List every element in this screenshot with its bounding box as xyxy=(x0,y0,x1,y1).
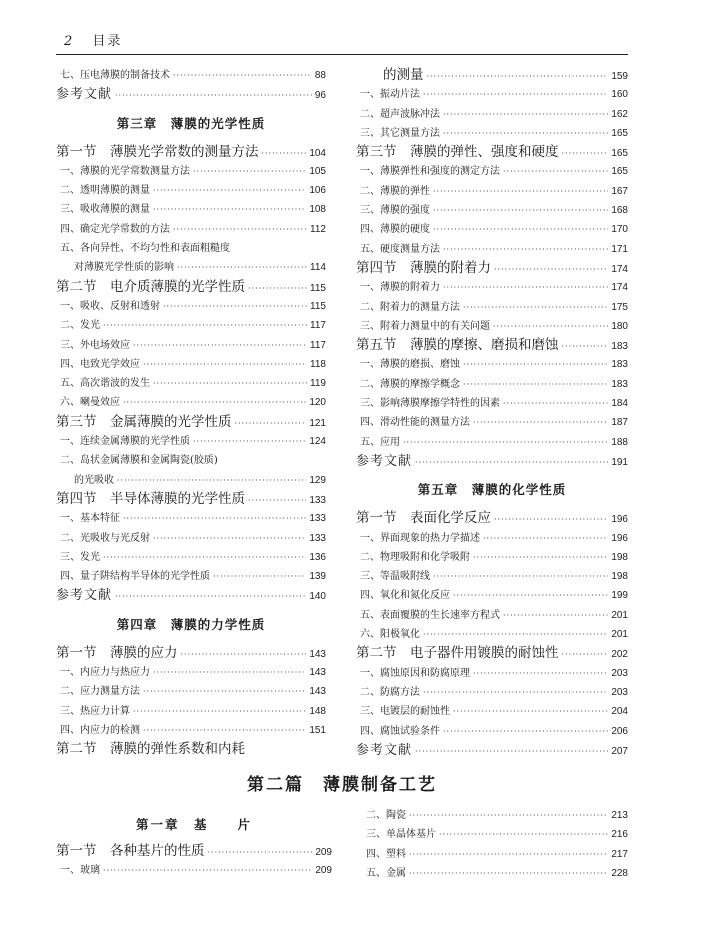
toc-entry[interactable] xyxy=(356,606,628,625)
toc-entry-page: 183 xyxy=(611,378,628,390)
toc-entry-title: 一、腐蚀原因和防腐原理 xyxy=(360,667,470,679)
dot-leader xyxy=(443,105,608,124)
dot-leader xyxy=(503,162,608,181)
toc-entry-title: 四、腐蚀试验条件 xyxy=(360,725,440,737)
toc-entry-page: 140 xyxy=(309,591,326,603)
toc-entry-title: 第二节 电子器件用镀膜的耐蚀性 xyxy=(356,645,559,662)
toc-entry[interactable] xyxy=(356,375,628,394)
dot-leader xyxy=(562,144,609,162)
toc-entry-title: 四、塑料 xyxy=(366,848,406,860)
dot-leader xyxy=(433,220,608,239)
toc-entry-page: 203 xyxy=(611,667,628,679)
toc-entry[interactable] xyxy=(356,278,628,297)
dot-leader xyxy=(443,278,608,297)
dot-leader xyxy=(439,825,608,844)
toc-entry-page: 143 xyxy=(309,686,326,698)
toc-left-column xyxy=(56,66,326,760)
toc-entry-title: 四、滑动性能的测量方法 xyxy=(360,417,470,429)
toc-entry-page: 162 xyxy=(611,108,628,120)
toc-entry-page: 183 xyxy=(611,359,628,371)
toc-entry[interactable] xyxy=(356,240,628,259)
toc-entry[interactable] xyxy=(56,374,326,393)
toc-entry[interactable] xyxy=(356,567,628,586)
dot-leader xyxy=(193,162,306,181)
toc-entry-title: 二、岛状金属薄膜和金属陶瓷(胶质) xyxy=(60,455,218,467)
dot-leader xyxy=(133,336,307,355)
toc-part-right-column xyxy=(362,806,628,883)
dot-leader xyxy=(153,374,307,393)
dot-leader xyxy=(433,182,608,201)
toc-entry-title: 三、等温吸附线 xyxy=(360,571,430,583)
toc-entry-title: 第二节 电介质薄膜的光学性质 xyxy=(56,278,245,295)
dot-leader xyxy=(248,491,306,509)
toc-entry-page: 159 xyxy=(611,71,628,82)
toc-entry[interactable] xyxy=(356,85,628,104)
toc-entry-page: 188 xyxy=(611,436,628,448)
toc-entry-title: 二、薄膜的弹性 xyxy=(360,185,430,197)
dot-leader xyxy=(123,393,306,412)
dot-leader xyxy=(483,529,608,548)
dot-leader xyxy=(173,66,312,85)
toc-entry-title: 二、发光 xyxy=(60,320,100,332)
dot-leader xyxy=(409,845,608,864)
header-title: 目录 xyxy=(92,34,123,49)
toc-entry-page: 201 xyxy=(611,609,628,621)
toc-entry[interactable] xyxy=(356,741,628,760)
toc-entry[interactable] xyxy=(56,471,326,490)
toc-entry-title: 六、喇曼效应 xyxy=(60,397,120,409)
dot-leader xyxy=(463,355,608,374)
toc-entry-title: 一、玻璃 xyxy=(60,865,100,877)
toc-entry-title: 第四节 薄膜的附着力 xyxy=(356,259,491,276)
dot-leader xyxy=(103,861,312,880)
dot-leader xyxy=(433,201,608,220)
toc-entry-page: 209 xyxy=(315,847,332,858)
dot-leader xyxy=(193,432,306,451)
toc-entry-title: 参考文献 xyxy=(56,588,113,604)
toc-entry[interactable] xyxy=(356,201,628,220)
toc-entry-page: 174 xyxy=(611,282,628,294)
toc-entry-title: 三、薄膜的强度 xyxy=(360,205,430,217)
toc-entry-title: 五、金属 xyxy=(366,867,406,879)
toc-entry-page: 151 xyxy=(309,724,326,736)
toc-entry[interactable] xyxy=(362,845,628,864)
toc-entry-title: 第二节 薄膜的弹性系数和内耗 xyxy=(56,741,245,758)
dot-leader xyxy=(423,625,608,644)
toc-entry-title: 七、压电薄膜的制备技术 xyxy=(60,70,170,81)
chapter-heading: 第三章 薄膜的光学性质 xyxy=(116,115,266,131)
toc-entry-title: 对薄膜光学性质的影响 xyxy=(74,262,174,274)
toc-entry[interactable] xyxy=(356,317,628,336)
dot-leader xyxy=(103,316,307,335)
toc-entry[interactable] xyxy=(356,105,628,124)
toc-entry-title: 一、基本特征 xyxy=(60,513,120,525)
dot-leader xyxy=(443,240,608,259)
toc-entry[interactable] xyxy=(356,509,628,528)
toc-entry[interactable] xyxy=(56,278,326,297)
page-header xyxy=(64,30,122,49)
toc-entry-title: 二、透明薄膜的测量 xyxy=(60,185,150,197)
toc-entry[interactable] xyxy=(56,355,326,374)
dot-leader xyxy=(562,337,609,355)
toc-entry[interactable] xyxy=(56,451,326,470)
toc-entry[interactable] xyxy=(56,509,326,528)
toc-entry-title: 一、薄膜弹性和强度的测定方法 xyxy=(360,166,500,178)
dot-leader xyxy=(443,124,608,143)
toc-entry-page: 133 xyxy=(309,513,326,525)
toc-entry[interactable] xyxy=(56,682,326,701)
toc-entry-title: 一、薄膜的磨损、磨蚀 xyxy=(360,359,460,371)
dot-leader xyxy=(443,722,608,741)
toc-entry-page: 139 xyxy=(309,571,326,583)
toc-entry-page: 133 xyxy=(309,532,326,544)
dot-leader xyxy=(403,433,608,452)
toc-entry-page: 167 xyxy=(611,185,628,197)
toc-entry[interactable] xyxy=(56,336,326,355)
toc-entry-page: 148 xyxy=(309,705,326,717)
toc-entry[interactable] xyxy=(362,864,628,883)
dot-leader xyxy=(115,587,306,605)
toc-entry[interactable] xyxy=(56,861,332,880)
dot-leader xyxy=(153,529,306,548)
toc-entry-page: 96 xyxy=(314,90,326,102)
toc-entry[interactable] xyxy=(56,702,326,721)
toc-entry-title: 参考文献 xyxy=(56,87,113,103)
toc-entry-title: 二、附着力的测量方法 xyxy=(360,301,460,313)
dot-leader xyxy=(262,144,307,162)
toc-entry[interactable] xyxy=(356,182,628,201)
toc-entry-title: 二、陶瓷 xyxy=(366,810,406,821)
toc-entry-page: 165 xyxy=(611,127,628,139)
toc-entry-title: 六、阳极氧化 xyxy=(360,629,420,641)
toc-entry-page: 104 xyxy=(309,147,326,159)
toc-entry-page: 196 xyxy=(611,514,628,526)
toc-entry-page: 112 xyxy=(310,223,326,235)
toc-entry[interactable] xyxy=(356,683,628,702)
toc-entry[interactable] xyxy=(356,124,628,143)
toc-entry-page: 115 xyxy=(310,282,326,294)
toc-entry-page: 184 xyxy=(611,398,628,410)
toc-entry-page: 206 xyxy=(611,725,628,737)
toc-entry-page: 106 xyxy=(309,185,326,197)
toc-entry[interactable] xyxy=(56,66,326,85)
toc-entry-title: 一、界面现象的热力学描述 xyxy=(360,532,480,544)
toc-entry-title: 一、内应力与热应力 xyxy=(60,667,150,679)
toc-entry-title: 三、外电场效应 xyxy=(60,339,130,351)
dot-leader xyxy=(163,297,307,316)
toc-entry-page: 202 xyxy=(611,649,628,661)
toc-entry-title: 三、吸收薄膜的测量 xyxy=(60,204,150,216)
toc-entry[interactable] xyxy=(56,393,326,412)
toc-entry-page: 175 xyxy=(611,301,628,313)
dot-leader xyxy=(248,279,307,297)
toc-entry[interactable] xyxy=(356,394,628,413)
toc-entry-title: 五、高次谐波的发生 xyxy=(60,378,150,390)
toc-entry[interactable] xyxy=(356,298,628,317)
toc-entry[interactable] xyxy=(356,664,628,683)
header-rule xyxy=(56,54,628,55)
toc-entry[interactable] xyxy=(56,200,326,219)
toc-entry[interactable] xyxy=(356,702,628,721)
toc-entry-title: 第五节 薄膜的摩擦、磨损和磨蚀 xyxy=(356,337,559,354)
toc-entry[interactable] xyxy=(356,722,628,741)
toc-entry-page: 191 xyxy=(611,456,628,468)
dot-leader xyxy=(123,509,306,528)
dot-leader xyxy=(153,200,306,219)
toc-entry[interactable] xyxy=(356,644,628,663)
toc-entry-title: 的光吸收 xyxy=(74,474,114,486)
dot-leader xyxy=(133,702,306,721)
toc-entry-title: 二、薄膜的摩擦学概念 xyxy=(360,378,460,390)
toc-entry-page: 187 xyxy=(611,417,628,429)
toc-entry-title: 一、吸收、反射和透射 xyxy=(60,300,160,312)
toc-entry[interactable] xyxy=(56,181,326,200)
toc-entry-page: 117 xyxy=(310,320,326,332)
toc-entry[interactable] xyxy=(356,259,628,278)
dot-leader xyxy=(503,606,608,625)
dot-leader xyxy=(208,843,313,861)
toc-entry-page: 124 xyxy=(309,436,326,448)
toc-entry[interactable] xyxy=(356,625,628,644)
toc-entry-title: 一、薄膜的光学常数测量方法 xyxy=(60,165,190,177)
toc-entry-title: 二、防腐方法 xyxy=(360,686,420,698)
toc-entry-page: 171 xyxy=(611,243,628,255)
dot-leader xyxy=(494,510,608,528)
toc-entry-page: 216 xyxy=(611,829,628,841)
toc-entry-page: 196 xyxy=(611,532,628,544)
toc-entry[interactable] xyxy=(56,548,326,567)
toc-entry-title: 一、薄膜的附着力 xyxy=(360,282,440,294)
toc-entry[interactable] xyxy=(56,85,326,104)
toc-entry-title: 第三节 薄膜的弹性、强度和硬度 xyxy=(356,144,559,161)
toc-entry-title: 五、应用 xyxy=(360,436,400,448)
toc-entry-page: 115 xyxy=(310,300,326,312)
dot-leader xyxy=(177,258,307,277)
dot-leader xyxy=(103,548,306,567)
toc-entry[interactable] xyxy=(56,413,326,432)
toc-right-column xyxy=(356,66,628,760)
toc-entry[interactable] xyxy=(56,663,326,682)
toc-entry-title: 二、物理吸附和化学吸附 xyxy=(360,551,470,563)
toc-entry[interactable] xyxy=(56,432,326,451)
toc-entry[interactable] xyxy=(356,355,628,374)
toc-entry-title: 五、表面覆膜的生长速率方程式 xyxy=(360,609,500,621)
dot-leader xyxy=(562,645,609,663)
dot-leader xyxy=(153,181,306,200)
dot-leader xyxy=(117,471,306,490)
toc-entry-page: 108 xyxy=(309,204,326,216)
toc-entry-page: 119 xyxy=(310,378,326,390)
toc-entry[interactable] xyxy=(56,239,326,258)
toc-entry[interactable] xyxy=(56,297,326,316)
toc-entry-page: 201 xyxy=(611,629,628,641)
dot-leader xyxy=(143,682,306,701)
toc-entry-page: 105 xyxy=(309,165,326,177)
toc-entry[interactable] xyxy=(356,548,628,567)
dot-leader xyxy=(409,806,608,825)
toc-entry-title: 第一节 薄膜光学常数的测量方法 xyxy=(56,143,259,160)
toc-entry-page: 117 xyxy=(310,339,326,351)
toc-entry[interactable] xyxy=(56,316,326,335)
toc-entry-page: 121 xyxy=(309,417,326,429)
toc-entry-title: 参考文献 xyxy=(356,742,413,758)
toc-entry-title: 二、光吸收与光反射 xyxy=(60,532,150,544)
toc-entry[interactable] xyxy=(356,220,628,239)
dot-leader xyxy=(463,298,608,317)
dot-leader xyxy=(453,586,608,605)
dot-leader xyxy=(213,567,306,586)
toc-entry-page: 180 xyxy=(611,320,628,332)
toc-entry[interactable] xyxy=(56,490,326,509)
toc-entry-page: 228 xyxy=(611,867,628,879)
part-title: 第二篇 薄膜制备工艺 xyxy=(247,775,437,795)
toc-entry-page: 174 xyxy=(611,263,628,275)
dot-leader xyxy=(463,375,608,394)
toc-entry-title: 三、其它测量方法 xyxy=(360,127,440,139)
toc-entry[interactable] xyxy=(356,586,628,605)
toc-entry-page: 168 xyxy=(611,205,628,217)
dot-leader xyxy=(473,548,608,567)
toc-entry-title: 四、薄膜的硬度 xyxy=(360,224,430,236)
dot-leader xyxy=(473,413,608,432)
toc-entry-page: 88 xyxy=(314,70,326,81)
toc-entry[interactable] xyxy=(56,529,326,548)
toc-entry-page: 204 xyxy=(611,706,628,718)
toc-entry[interactable] xyxy=(56,567,326,586)
dot-leader xyxy=(423,85,608,104)
dot-leader xyxy=(115,86,312,104)
toc-entry-page: 143 xyxy=(309,648,326,660)
toc-entry-title: 的测量 xyxy=(356,67,424,83)
toc-entry[interactable] xyxy=(56,143,326,162)
toc-entry[interactable] xyxy=(356,336,628,355)
toc-entry-page: 129 xyxy=(309,474,326,486)
dot-leader xyxy=(415,742,608,760)
toc-entry[interactable] xyxy=(56,220,326,239)
toc-entry-page: 198 xyxy=(611,571,628,583)
toc-entry[interactable] xyxy=(356,433,628,452)
toc-entry-title: 参考文献 xyxy=(356,453,413,469)
dot-leader xyxy=(453,702,608,721)
toc-entry-title: 第一节 表面化学反应 xyxy=(356,510,491,527)
toc-entry-title: 第三节 金属薄膜的光学性质 xyxy=(56,413,232,430)
toc-entry-title: 二、应力测量方法 xyxy=(60,686,140,698)
toc-entry-title: 一、连续金属薄膜的光学性质 xyxy=(60,436,190,448)
dot-leader xyxy=(409,864,608,883)
toc-entry-title: 三、电镀层的耐蚀性 xyxy=(360,706,450,718)
toc-entry[interactable] xyxy=(362,806,628,825)
page-number: 2 xyxy=(64,34,75,49)
toc-entry-page: 133 xyxy=(309,494,326,506)
toc-entry-title: 三、热应力计算 xyxy=(60,705,130,717)
toc-entry-page: 213 xyxy=(611,810,628,821)
toc-entry-page: 198 xyxy=(611,551,628,563)
toc-entry-title: 五、各向异性、不均匀性和表面粗糙度 xyxy=(60,243,230,255)
toc-entry-title: 第一节 各种基片的性质 xyxy=(56,843,205,859)
toc-entry[interactable] xyxy=(356,143,628,162)
toc-entry[interactable] xyxy=(356,529,628,548)
toc-entry-page: 143 xyxy=(309,667,326,679)
toc-entry-title: 三、影响薄膜摩擦学特性的因素 xyxy=(360,398,500,410)
toc-entry[interactable] xyxy=(56,644,326,663)
toc-entry-page: 203 xyxy=(611,686,628,698)
dot-leader xyxy=(503,394,608,413)
toc-entry[interactable] xyxy=(56,842,332,861)
dot-leader xyxy=(423,683,608,702)
dot-leader xyxy=(173,220,307,239)
toc-entry-page: 165 xyxy=(611,148,628,160)
toc-entry-title: 四、内应力的检测 xyxy=(60,724,140,736)
toc-entry-page: 170 xyxy=(611,224,628,236)
toc-entry-page: 207 xyxy=(611,745,628,757)
toc-entry-page: 217 xyxy=(611,848,628,860)
toc-entry[interactable] xyxy=(56,586,326,605)
toc-entry-title: 二、超声波脉冲法 xyxy=(360,108,440,120)
toc-entry[interactable] xyxy=(56,258,326,277)
toc-entry[interactable] xyxy=(56,162,326,181)
toc-entry-title: 第四节 半导体薄膜的光学性质 xyxy=(56,490,245,507)
toc-entry-page: 114 xyxy=(310,262,326,274)
toc-entry[interactable] xyxy=(56,721,326,740)
toc-entry[interactable] xyxy=(356,162,628,181)
dot-leader xyxy=(415,453,608,471)
toc-entry[interactable] xyxy=(362,825,628,844)
toc-entry-title: 四、确定光学常数的方法 xyxy=(60,223,170,235)
dot-leader xyxy=(143,721,306,740)
toc-entry-title: 四、量子阱结构半导体的光学性质 xyxy=(60,571,210,583)
toc-entry-title: 三、单晶体基片 xyxy=(366,829,436,841)
toc-entry-page: 209 xyxy=(315,865,332,877)
dot-leader xyxy=(473,664,608,683)
chapter-heading: 第四章 薄膜的力学性质 xyxy=(116,616,266,632)
toc-entry-page: 160 xyxy=(611,89,628,101)
dot-leader xyxy=(235,414,307,432)
dot-leader xyxy=(153,663,306,682)
toc-entry-title: 四、氧化和氮化反应 xyxy=(360,590,450,602)
toc-entry-page: 136 xyxy=(309,551,326,563)
toc-entry-page: 183 xyxy=(611,341,628,353)
toc-entry-title: 五、硬度测量方法 xyxy=(360,243,440,255)
dot-leader xyxy=(427,67,609,85)
toc-entry-title: 三、附着力测量中的有关问题 xyxy=(360,320,490,332)
toc-entry[interactable] xyxy=(356,452,628,471)
dot-leader xyxy=(494,260,608,278)
toc-entry-page: 165 xyxy=(611,166,628,178)
toc-entry[interactable] xyxy=(356,413,628,432)
chapter-heading: 第一章 基 片 xyxy=(135,817,252,832)
toc-entry-title: 第一节 薄膜的应力 xyxy=(56,644,178,661)
dot-leader xyxy=(181,645,307,663)
toc-part-left-column xyxy=(56,808,332,881)
dot-leader xyxy=(143,355,307,374)
dot-leader xyxy=(433,567,608,586)
toc-entry-title: 四、电致光学效应 xyxy=(60,358,140,370)
toc-entry[interactable] xyxy=(356,66,628,85)
toc-entry-page: 199 xyxy=(611,590,628,602)
toc-entry-title: 三、发光 xyxy=(60,551,100,563)
toc-entry[interactable] xyxy=(56,740,326,759)
toc-entry-page: 118 xyxy=(310,358,326,370)
toc-entry-page: 120 xyxy=(309,397,326,409)
toc-entry-title: 一、振动片法 xyxy=(360,89,420,101)
chapter-heading: 第五章 薄膜的化学性质 xyxy=(417,482,567,498)
dot-leader xyxy=(493,317,608,336)
